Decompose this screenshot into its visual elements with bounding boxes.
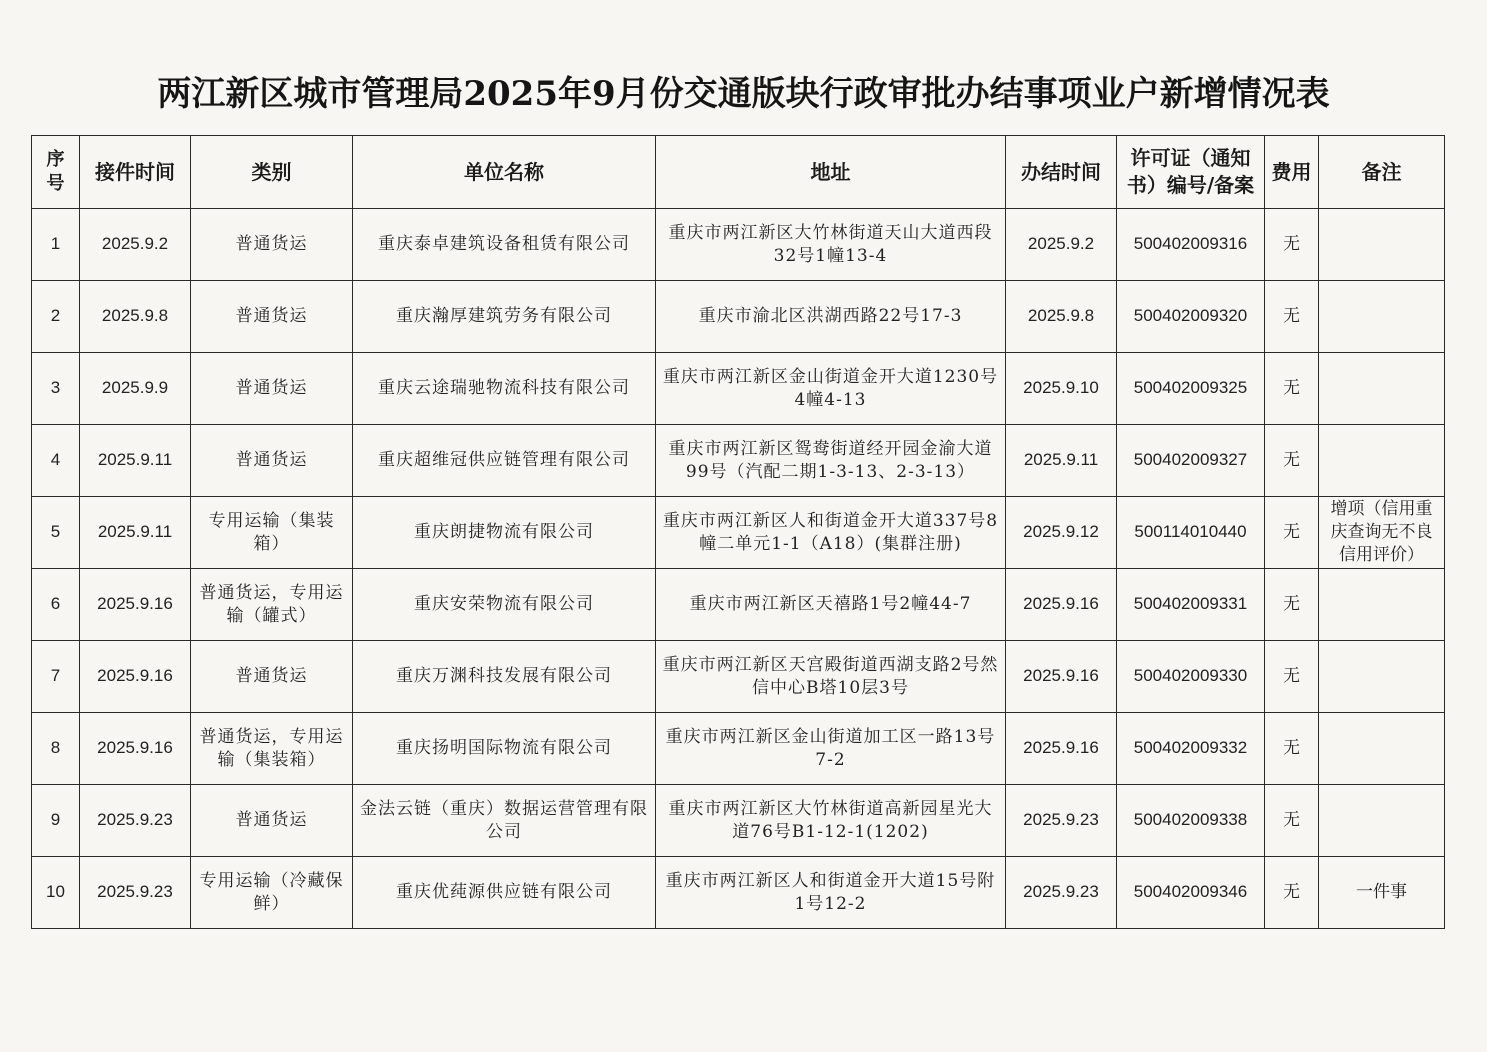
table-row <box>32 425 1445 497</box>
table-row <box>32 857 1445 929</box>
cell-permit: 500402009320 <box>1117 281 1265 353</box>
cell-received: 2025.9.11 <box>80 497 191 569</box>
cell-category: 普通货运 <box>191 353 353 425</box>
cell-company: 重庆优莼源供应链有限公司 <box>353 857 656 929</box>
cell-no: 6 <box>32 569 80 641</box>
cell-company: 重庆万渊科技发展有限公司 <box>353 641 656 713</box>
table-row <box>32 353 1445 425</box>
header-row <box>32 136 1445 209</box>
approval-table <box>31 135 1445 929</box>
cell-received: 2025.9.11 <box>80 425 191 497</box>
cell-company: 重庆泰卓建筑设备租赁有限公司 <box>353 209 656 281</box>
cell-completed: 2025.9.12 <box>1006 497 1117 569</box>
table-row <box>32 497 1445 569</box>
cell-no: 2 <box>32 281 80 353</box>
cell-address: 重庆市两江新区人和街道金开大道15号附1号12-2 <box>656 857 1006 929</box>
cell-received: 2025.9.8 <box>80 281 191 353</box>
cell-company: 金法云链（重庆）数据运营管理有限公司 <box>353 785 656 857</box>
header-seq: 序号 <box>32 136 80 209</box>
cell-category: 专用运输（集装箱） <box>191 497 353 569</box>
cell-fee: 无 <box>1265 857 1319 929</box>
cell-company: 重庆超维冠供应链管理有限公司 <box>353 425 656 497</box>
cell-fee: 无 <box>1265 497 1319 569</box>
table-row <box>32 713 1445 785</box>
cell-no: 10 <box>32 857 80 929</box>
cell-permit: 500402009338 <box>1117 785 1265 857</box>
cell-company: 重庆安荣物流有限公司 <box>353 569 656 641</box>
header-received: 接件时间 <box>80 136 191 209</box>
cell-remark: 一件事 <box>1319 857 1445 929</box>
table-row <box>32 281 1445 353</box>
cell-permit: 500402009325 <box>1117 353 1265 425</box>
cell-address: 重庆市渝北区洪湖西路22号17-3 <box>656 281 1006 353</box>
cell-permit: 500402009331 <box>1117 569 1265 641</box>
header-completed: 办结时间 <box>1006 136 1117 209</box>
cell-company: 重庆扬明国际物流有限公司 <box>353 713 656 785</box>
cell-completed: 2025.9.8 <box>1006 281 1117 353</box>
cell-fee: 无 <box>1265 713 1319 785</box>
cell-permit: 500402009346 <box>1117 857 1265 929</box>
cell-completed: 2025.9.16 <box>1006 569 1117 641</box>
cell-received: 2025.9.16 <box>80 641 191 713</box>
cell-completed: 2025.9.23 <box>1006 785 1117 857</box>
cell-remark <box>1319 425 1445 497</box>
cell-no: 8 <box>32 713 80 785</box>
cell-permit: 500402009327 <box>1117 425 1265 497</box>
cell-category: 普通货运 <box>191 785 353 857</box>
cell-address: 重庆市两江新区人和街道金开大道337号8幢二单元1-1（A18）(集群注册) <box>656 497 1006 569</box>
cell-address: 重庆市两江新区天宫殿街道西湖支路2号然信中心B塔10层3号 <box>656 641 1006 713</box>
cell-permit: 500402009332 <box>1117 713 1265 785</box>
cell-remark <box>1319 569 1445 641</box>
cell-company: 重庆云途瑞驰物流科技有限公司 <box>353 353 656 425</box>
cell-received: 2025.9.16 <box>80 713 191 785</box>
header-company: 单位名称 <box>353 136 656 209</box>
header-remark: 备注 <box>1319 136 1445 209</box>
cell-received: 2025.9.23 <box>80 857 191 929</box>
cell-category: 普通货运 <box>191 209 353 281</box>
cell-fee: 无 <box>1265 209 1319 281</box>
cell-completed: 2025.9.16 <box>1006 641 1117 713</box>
cell-address: 重庆市两江新区大竹林街道高新园星光大道76号B1-12-1(1202) <box>656 785 1006 857</box>
cell-permit: 500114010440 <box>1117 497 1265 569</box>
cell-remark: 增项（信用重庆查询无不良信用评价） <box>1319 497 1445 569</box>
cell-category: 普通货运，专用运输（集装箱） <box>191 713 353 785</box>
cell-fee: 无 <box>1265 569 1319 641</box>
cell-fee: 无 <box>1265 785 1319 857</box>
cell-category: 普通货运，专用运输（罐式） <box>191 569 353 641</box>
header-fee: 费用 <box>1265 136 1319 209</box>
cell-company: 重庆瀚厚建筑劳务有限公司 <box>353 281 656 353</box>
cell-address: 重庆市两江新区大竹林街道天山大道西段32号1幢13-4 <box>656 209 1006 281</box>
cell-remark <box>1319 641 1445 713</box>
cell-remark <box>1319 785 1445 857</box>
cell-permit: 500402009330 <box>1117 641 1265 713</box>
header-category: 类别 <box>191 136 353 209</box>
table-row <box>32 209 1445 281</box>
cell-completed: 2025.9.16 <box>1006 713 1117 785</box>
cell-category: 普通货运 <box>191 641 353 713</box>
cell-completed: 2025.9.11 <box>1006 425 1117 497</box>
cell-received: 2025.9.16 <box>80 569 191 641</box>
table-row <box>32 569 1445 641</box>
cell-category: 普通货运 <box>191 425 353 497</box>
cell-no: 3 <box>32 353 80 425</box>
page-title: 两江新区城市管理局2025年9月份交通版块行政审批办结事项业户新增情况表 <box>157 74 1330 114</box>
table-row <box>32 641 1445 713</box>
cell-category: 专用运输（冷藏保鲜） <box>191 857 353 929</box>
cell-company: 重庆朗捷物流有限公司 <box>353 497 656 569</box>
cell-remark <box>1319 209 1445 281</box>
cell-received: 2025.9.9 <box>80 353 191 425</box>
cell-category: 普通货运 <box>191 281 353 353</box>
header-address: 地址 <box>656 136 1006 209</box>
cell-fee: 无 <box>1265 281 1319 353</box>
cell-permit: 500402009316 <box>1117 209 1265 281</box>
cell-address: 重庆市两江新区金山街道加工区一路13号7-2 <box>656 713 1006 785</box>
cell-address: 重庆市两江新区天禧路1号2幢44-7 <box>656 569 1006 641</box>
cell-remark <box>1319 281 1445 353</box>
cell-no: 5 <box>32 497 80 569</box>
header-permit: 许可证（通知书）编号/备案 <box>1117 136 1265 209</box>
cell-no: 9 <box>32 785 80 857</box>
cell-fee: 无 <box>1265 641 1319 713</box>
cell-no: 7 <box>32 641 80 713</box>
cell-completed: 2025.9.23 <box>1006 857 1117 929</box>
cell-fee: 无 <box>1265 425 1319 497</box>
cell-received: 2025.9.23 <box>80 785 191 857</box>
cell-remark <box>1319 353 1445 425</box>
cell-received: 2025.9.2 <box>80 209 191 281</box>
cell-address: 重庆市两江新区鸳鸯街道经开园金渝大道99号（汽配二期1-3-13、2-3-13） <box>656 425 1006 497</box>
cell-completed: 2025.9.10 <box>1006 353 1117 425</box>
cell-no: 1 <box>32 209 80 281</box>
cell-address: 重庆市两江新区金山街道金开大道1230号4幢4-13 <box>656 353 1006 425</box>
table-row <box>32 785 1445 857</box>
cell-remark <box>1319 713 1445 785</box>
cell-fee: 无 <box>1265 353 1319 425</box>
cell-completed: 2025.9.2 <box>1006 209 1117 281</box>
cell-no: 4 <box>32 425 80 497</box>
